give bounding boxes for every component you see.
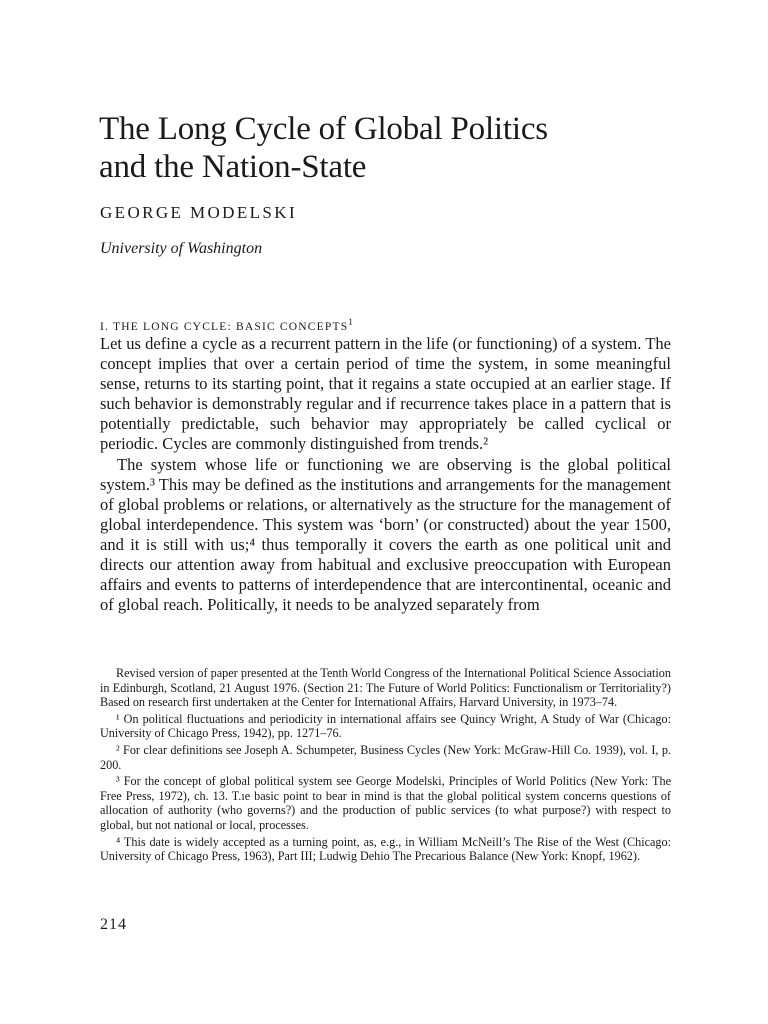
article-title-line-2: and the Nation-State [99,149,367,185]
footnote-3: ³ For the concept of global political system see George Modelski, Principles of World Politics (New York: The Free Press, 1972), ch. 13. T.ıe basic point to bear in mind is that the global political system concerns questions of allocation of authority (who governs?) and the production of public services (to what purpose?) with respect to global, but not national or local, processes. [100,774,671,832]
section-heading-text: I. THE LONG CYCLE: BASIC CONCEPTS [100,320,349,333]
article-title [99,110,699,186]
section-heading [100,317,353,333]
footnotes [100,666,671,866]
article-title-line-1: The Long Cycle of Global Politics [99,111,548,147]
body-text [100,334,671,615]
author-affiliation: University of Washington [100,240,263,257]
footnote-2: ² For clear definitions see Joseph A. Schumpeter, Business Cycles (New York: McGraw-Hill Co. 1939), vol. I, p. 200. [100,742,671,772]
footnote-1: ¹ On political fluctuations and periodicity in international affairs see Quincy Wright, A Study of War (Chicago: University of Chicago Press, 1942), pp. 1271–76. [100,711,671,741]
body-paragraph-1: Let us define a cycle as a recurrent pattern in the life (or functioning) of a system. The concept implies that over a certain period of time the system, in some meaningful sense, returns to its starting point, that it regains a state occupied at an earlier stage. If such behavior is demonstrably regular and if recurrence takes place in a pattern that is potentially predictable, such behavior may appropriately be called cyclical or periodic. Cycles are commonly distinguished from trends.² [100,334,671,454]
author-name: GEORGE MODELSKI [100,203,298,222]
footnote-intro: Revised version of paper presented at the Tenth World Congress of the International Political Science Association in Edinburgh, Scotland, 21 August 1976. (Section 21: The Future of World Politics: Functionalism or Territoriality?) Based on research first undertaken at the Center for International Affairs, Harvard University, in 1973–74. [100,666,671,710]
section-heading-note-marker: 1 [348,317,353,327]
footnote-4: ⁴ This date is widely accepted as a turning point, as, e.g., in William McNeill’s The Rise of the West (Chicago: University of Chicago Press, 1963), Part III; Ludwig Dehio The Precarious Balance (New York: Knopf, 1962). [100,834,671,864]
body-paragraph-2: The system whose life or functioning we are observing is the global political system.³ This may be defined as the institutions and arrangements for the management of global problems or relations, or alternatively as the structure for the management of global interdependence. This system was ‘born’ (or constructed) about the year 1500, and it is still with us;⁴ thus temporally it covers the earth as one political unit and directs our attention away from habitual and exclusive preoccupation with European affairs and events to patterns of interdependence that are intercontinental, oceanic and of global reach. Politically, it needs to be analyzed separately from [100,454,671,615]
page-number: 214 [100,916,127,933]
